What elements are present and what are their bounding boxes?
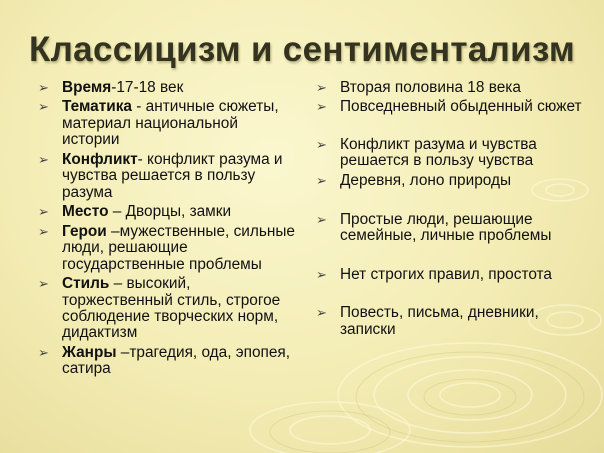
arrow-bullet-icon: ➢ <box>38 99 49 115</box>
term: Тематика <box>62 98 132 116</box>
arrow-bullet-icon: ➢ <box>316 99 327 115</box>
arrow-bullet-icon: ➢ <box>316 305 327 321</box>
description: -17-18 век <box>111 79 184 96</box>
arrow-bullet-icon: ➢ <box>38 276 49 292</box>
description: –мужественные, сильные люди, решающие государственные проблемы <box>62 222 295 273</box>
arrow-bullet-icon: ➢ <box>38 80 49 95</box>
description: - античные сюжеты, материал национальной истории <box>62 98 279 149</box>
arrow-bullet-icon: ➢ <box>316 80 327 95</box>
description: Простые люди, решающие семейные, личные проблемы <box>340 211 552 245</box>
list-item <box>316 267 588 283</box>
description: Повседневный обыденный сюжет <box>340 98 582 116</box>
description: Деревня, лоно природы <box>340 171 512 189</box>
description: Конфликт разума и чувства решается в пользу чувства <box>340 135 537 170</box>
term: Герои <box>62 222 107 240</box>
arrow-bullet-icon: ➢ <box>38 223 49 239</box>
arrow-bullet-icon: ➢ <box>316 172 327 188</box>
list-item <box>38 224 296 273</box>
list-item <box>316 137 588 170</box>
description: Нет строгих правил, простота <box>340 265 552 283</box>
list-item <box>316 80 588 96</box>
term: Стиль <box>62 275 110 293</box>
list-item <box>38 152 296 201</box>
arrow-bullet-icon: ➢ <box>38 204 49 220</box>
slide-title: Классицизм и сентиментализм <box>28 30 576 69</box>
arrow-bullet-icon: ➢ <box>38 345 49 361</box>
description: – Дворцы, замки <box>108 203 232 221</box>
classicism-list <box>38 80 296 381</box>
term: Время <box>62 79 112 96</box>
list-item <box>38 276 296 342</box>
arrow-bullet-icon: ➢ <box>38 151 49 167</box>
list-item <box>316 99 588 115</box>
list-item <box>38 345 296 378</box>
term: Жанры <box>62 344 117 362</box>
list-item <box>316 212 588 245</box>
description: Повесть, письма, дневники, записки <box>340 304 539 338</box>
sentimentalism-list <box>316 80 588 338</box>
arrow-bullet-icon: ➢ <box>316 136 327 152</box>
description: –трагедия, ода, эпопея, сатира <box>62 344 291 378</box>
list-item <box>38 80 296 96</box>
term: Место <box>62 203 109 221</box>
arrow-bullet-icon: ➢ <box>316 266 327 282</box>
list-item <box>316 305 588 338</box>
list-item <box>316 173 588 189</box>
description: - конфликт разума и чувства решается в пользу разума <box>62 150 283 201</box>
description: – высокий, торжественный стиль, строгое соблюдение творческих норм, дидактизм <box>62 275 281 342</box>
arrow-bullet-icon: ➢ <box>316 212 327 228</box>
term: Конфликт <box>62 150 138 168</box>
description: Вторая половина 18 века <box>340 79 521 96</box>
list-item <box>38 99 296 148</box>
list-item <box>38 204 296 220</box>
